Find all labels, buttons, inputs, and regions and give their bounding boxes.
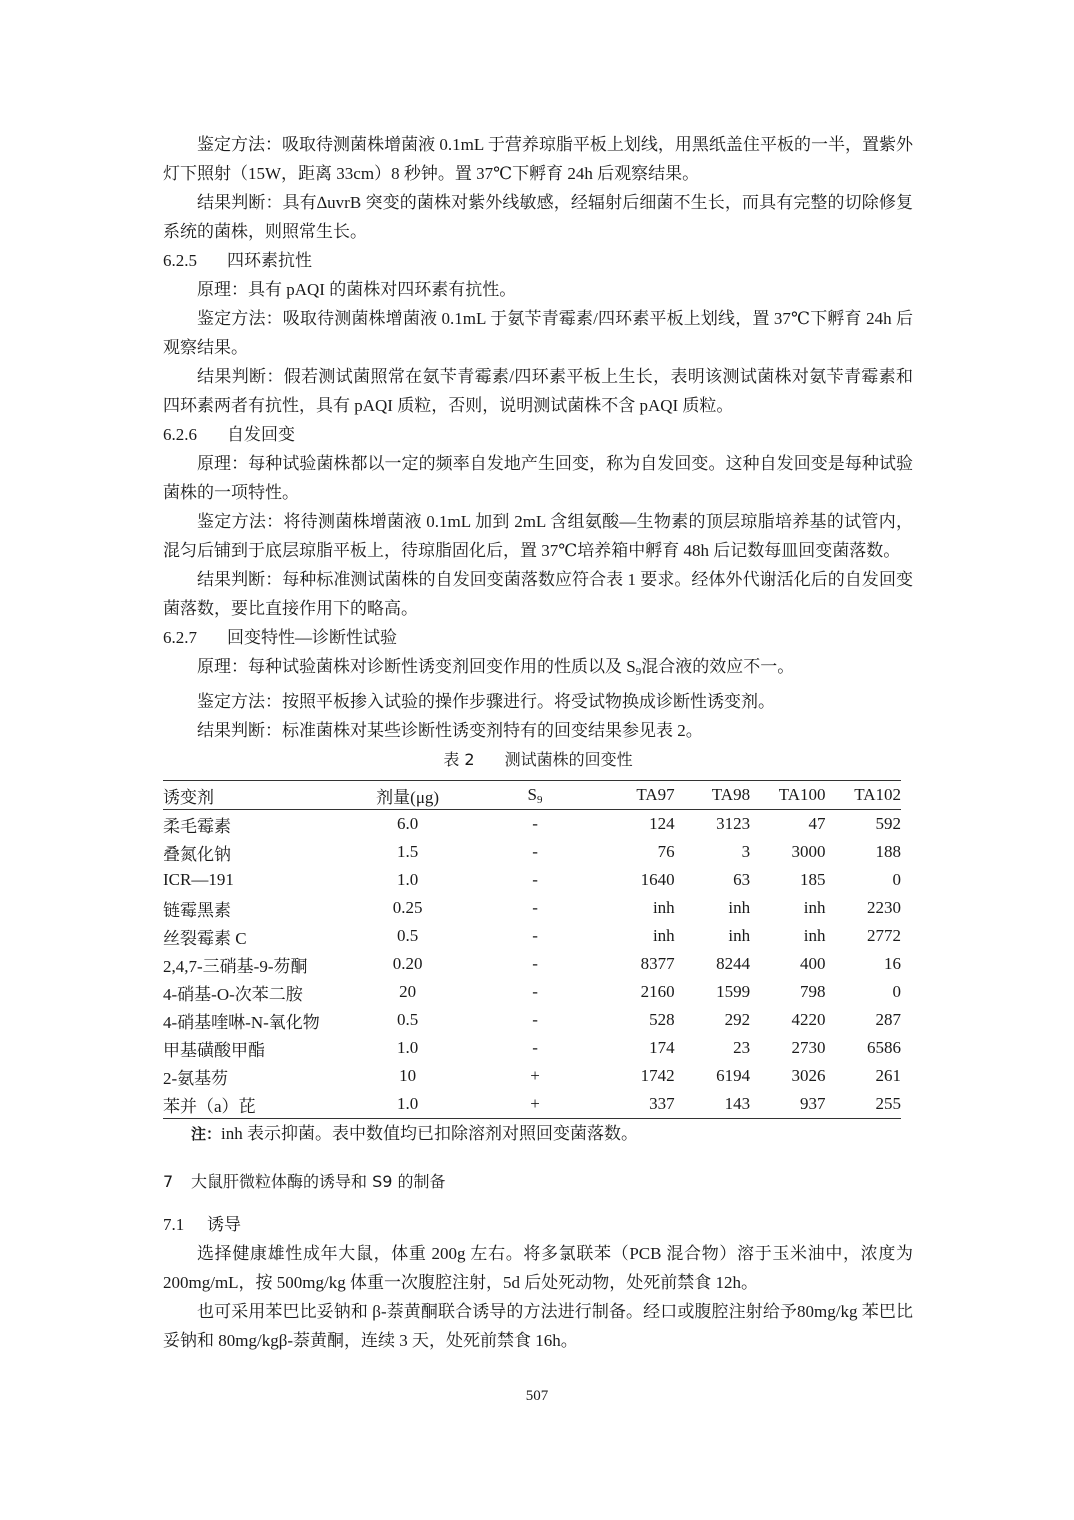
text-run: 原理：每种试验菌株对诊断性诱变剂回变作用的性质以及 S xyxy=(197,657,636,676)
cell-ta102: 592 xyxy=(875,814,901,833)
cell-dose: 0.5 xyxy=(397,926,419,945)
cell-dose: 0.20 xyxy=(392,954,423,973)
section-number: 6.2.5 xyxy=(163,251,197,270)
cell-ta97: 76 xyxy=(657,842,675,861)
cell-ta102: 16 xyxy=(884,954,901,973)
cell-mutagen: 柔毛霉素 xyxy=(163,816,231,836)
paragraph-method: 鉴定方法：将待测菌株增菌液 0.1mL 加到 2mL 含组氨酸—生物素的顶层琼脂培养基的试管内，混匀后铺到于底层琼脂平板上，待琼脂固化后，置 37℃培养箱中孵育 48h 后记数每皿回变菌落数。 xyxy=(163,512,913,560)
table-row xyxy=(163,1006,901,1034)
table-row xyxy=(163,1034,901,1062)
table-row xyxy=(163,894,901,922)
cell-s9: - xyxy=(532,842,538,861)
cell-mutagen: 4-硝基-O-次苯二胺 xyxy=(163,984,303,1004)
cell-mutagen: 丝裂霉素 C xyxy=(163,928,247,948)
note-text: inh 表示抑菌。表中数值均已扣除溶剂对照回变菌落数。 xyxy=(221,1124,638,1143)
table-caption xyxy=(163,745,913,774)
cell-mutagen: 链霉黑素 xyxy=(163,900,231,920)
section-heading-6-2-7 xyxy=(163,623,913,652)
mutagen-table xyxy=(163,780,901,1119)
cell-ta97: 1742 xyxy=(640,1066,675,1085)
cell-s9: - xyxy=(532,814,538,833)
header-ta100: TA100 xyxy=(778,785,826,804)
paragraph-induction-pcb: 选择健康雄性成年大鼠，体重 200g 左右。将多氯联苯（PCB 混合物）溶于玉米油中，浓度为 200mg/mL，按 500mg/kg 体重一次腹腔注射，5d 后处死动物，处死前禁食 12h。 xyxy=(163,1244,913,1292)
table-row xyxy=(163,1062,901,1090)
header-ta102: TA102 xyxy=(854,785,901,804)
cell-ta98: 63 xyxy=(733,870,751,889)
cell-dose: 0.5 xyxy=(397,1010,419,1029)
cell-ta97: inh xyxy=(652,926,675,945)
paragraph-method: 鉴定方法：按照平板掺入试验的操作步骤进行。将受试物换成诊断性诱变剂。 xyxy=(197,692,775,711)
section-heading-7-1 xyxy=(163,1210,913,1239)
header-s9-main: S xyxy=(527,784,538,804)
cell-ta102: 0 xyxy=(892,870,901,889)
cell-ta100: inh xyxy=(803,926,826,945)
cell-mutagen: 苯并（a）芘 xyxy=(163,1096,256,1116)
table-row xyxy=(163,922,901,950)
cell-ta100: 3000 xyxy=(791,842,826,861)
cell-s9: - xyxy=(532,926,538,945)
page-number: 507 xyxy=(525,1388,549,1404)
section-title: 回变特性—诊断性试验 xyxy=(227,628,397,647)
cell-ta97: inh xyxy=(652,898,675,917)
cell-ta98: 143 xyxy=(724,1094,751,1113)
cell-mutagen: 叠氮化钠 xyxy=(163,844,231,864)
cell-ta102: 287 xyxy=(875,1010,901,1029)
cell-ta97: 8377 xyxy=(640,954,675,973)
section-title: 大鼠肝微粒体酶的诱导和 S9 的制备 xyxy=(191,1172,446,1191)
cell-ta100: inh xyxy=(803,898,826,917)
cell-ta100: 798 xyxy=(800,982,826,1001)
cell-mutagen: ICR—191 xyxy=(163,870,234,889)
cell-mutagen: 2-氨基芴 xyxy=(163,1068,229,1088)
cell-ta98: 3 xyxy=(741,842,751,861)
cell-s9: - xyxy=(532,954,538,973)
cell-ta98: 3123 xyxy=(716,814,751,833)
table-row xyxy=(163,866,901,894)
cell-ta98: 1599 xyxy=(716,982,751,1001)
paragraph-principle: 原理：具有 pAQI 的菌株对四环素有抗性。 xyxy=(197,280,517,299)
cell-ta100: 937 xyxy=(800,1094,826,1113)
cell-s9: + xyxy=(530,1066,540,1085)
header-mutagen: 诱变剂 xyxy=(163,787,214,807)
cell-dose: 1.0 xyxy=(397,1038,419,1057)
cell-ta98: 6194 xyxy=(716,1066,751,1085)
section-number: 6.2.6 xyxy=(163,425,197,444)
cell-ta100: 4220 xyxy=(791,1010,826,1029)
table-note xyxy=(163,1119,913,1149)
section-number: 6.2.7 xyxy=(163,628,197,647)
note-label: 注： xyxy=(191,1125,222,1143)
cell-ta102: 261 xyxy=(875,1066,901,1085)
cell-ta98: 8244 xyxy=(716,954,751,973)
cell-ta102: 255 xyxy=(875,1094,901,1113)
table-row xyxy=(163,838,901,866)
subscript: 9 xyxy=(635,666,642,678)
cell-ta100: 3026 xyxy=(791,1066,826,1085)
section-title: 自发回变 xyxy=(227,425,295,444)
section-title: 四环素抗性 xyxy=(227,251,312,270)
table-row xyxy=(163,810,901,839)
cell-dose: 1.5 xyxy=(397,842,419,861)
cell-s9: - xyxy=(532,982,538,1001)
cell-ta102: 188 xyxy=(875,842,901,861)
paragraph-result: 结果判断：假若测试菌照常在氨苄青霉素/四环素平板上生长，表明该测试菌株对氨苄青霉素和四环素两者有抗性，具有 pAQI 质粒，否则，说明测试菌株不含 pAQI 质粒。 xyxy=(163,367,913,415)
cell-ta100: 185 xyxy=(800,870,826,889)
header-dose: 剂量(μg) xyxy=(376,787,440,807)
table-caption-title: 测试菌株的回变性 xyxy=(504,750,633,769)
section-number: 7.1 xyxy=(163,1215,185,1234)
table-caption-number: 表 2 xyxy=(443,750,475,769)
section-heading-6-2-6 xyxy=(163,420,913,449)
header-ta98: TA98 xyxy=(711,785,751,804)
table-row xyxy=(163,978,901,1006)
cell-dose: 6.0 xyxy=(397,814,419,833)
cell-s9: - xyxy=(532,1010,538,1029)
cell-dose: 10 xyxy=(399,1066,417,1085)
paragraph-result: 结果判断：每种标准测试菌株的自发回变菌落数应符合表 1 要求。经体外代谢活化后的自发回变菌落数，要比直接作用下的略高。 xyxy=(163,570,913,618)
cell-ta100: 2730 xyxy=(791,1038,826,1057)
section-title: 诱导 xyxy=(207,1215,241,1234)
cell-ta102: 2772 xyxy=(867,926,901,945)
table-header-row xyxy=(163,781,901,810)
cell-s9: - xyxy=(532,898,538,917)
cell-mutagen: 4-硝基喹啉-N-氧化物 xyxy=(163,1012,320,1032)
paragraph-induction-alt: 也可采用苯巴比妥钠和 β-萘黄酮联合诱导的方法进行制备。经口或腹腔注射给予80mg/kg 苯巴比妥钠和 80mg/kgβ-萘黄酮，连续 3 天，处死前禁食 16h。 xyxy=(163,1302,913,1350)
cell-ta102: 2230 xyxy=(867,898,901,917)
cell-ta98: inh xyxy=(728,898,751,917)
paragraph-method: 鉴定方法：吸取待测菌株增菌液 0.1mL 于氨苄青霉素/四环素平板上划线，置 37℃下孵育 24h 后观察结果。 xyxy=(163,309,913,357)
cell-s9: - xyxy=(532,1038,538,1057)
cell-ta97: 337 xyxy=(649,1094,675,1113)
cell-dose: 20 xyxy=(399,982,417,1001)
section-number: 7 xyxy=(163,1172,174,1191)
cell-s9: - xyxy=(532,870,538,889)
cell-ta100: 47 xyxy=(808,814,826,833)
cell-ta102: 6586 xyxy=(867,1038,901,1057)
cell-dose: 1.0 xyxy=(397,1094,419,1113)
table-row xyxy=(163,1090,901,1119)
section-heading-6-2-5 xyxy=(163,246,913,275)
cell-ta98: inh xyxy=(728,926,751,945)
cell-dose: 1.0 xyxy=(397,870,419,889)
paragraph-principle: 原理：每种试验菌株都以一定的频率自发地产生回变，称为自发回变。这种自发回变是每种试验菌株的一项特性。 xyxy=(163,454,913,502)
cell-ta98: 23 xyxy=(733,1038,751,1057)
paragraph-principle xyxy=(163,652,913,687)
cell-ta97: 1640 xyxy=(640,870,675,889)
paragraph-uv-method: 鉴定方法：吸取待测菌株增菌液 0.1mL 于营养琼脂平板上划线，用黑纸盖住平板的一半，置紫外灯下照射（15W，距离 33cm）8 秒钟。置 37℃下孵育 24h 后观察结果。 xyxy=(163,135,913,183)
cell-dose: 0.25 xyxy=(392,898,423,917)
document-page xyxy=(163,130,913,1355)
cell-ta97: 2160 xyxy=(640,982,675,1001)
cell-mutagen: 甲基磺酸甲酯 xyxy=(163,1040,265,1060)
table-row xyxy=(163,950,901,978)
paragraph-uv-result: 结果判断：具有∆uvrB 突变的菌株对紫外线敏感，经辐射后细菌不生长，而具有完整的切除修复系统的菌株，则照常生长。 xyxy=(163,193,913,241)
cell-ta97: 124 xyxy=(649,814,675,833)
paragraph-result: 结果判断：标准菌株对某些诊断性诱变剂特有的回变结果参见表 2。 xyxy=(197,721,703,740)
cell-ta98: 292 xyxy=(724,1010,751,1029)
cell-ta100: 400 xyxy=(800,954,826,973)
cell-ta97: 528 xyxy=(649,1010,675,1029)
table-body xyxy=(163,810,901,1119)
header-s9 xyxy=(459,781,612,810)
header-ta97: TA97 xyxy=(636,785,675,804)
cell-ta102: 0 xyxy=(892,982,901,1001)
section-heading-7 xyxy=(163,1167,913,1196)
cell-s9: + xyxy=(530,1094,540,1113)
text-run: 混合液的效应不一。 xyxy=(641,657,795,676)
header-s9-sub: 9 xyxy=(537,793,543,806)
cell-mutagen: 2,4,7-三硝基-9-芴酮 xyxy=(163,956,308,976)
cell-ta97: 174 xyxy=(649,1038,675,1057)
